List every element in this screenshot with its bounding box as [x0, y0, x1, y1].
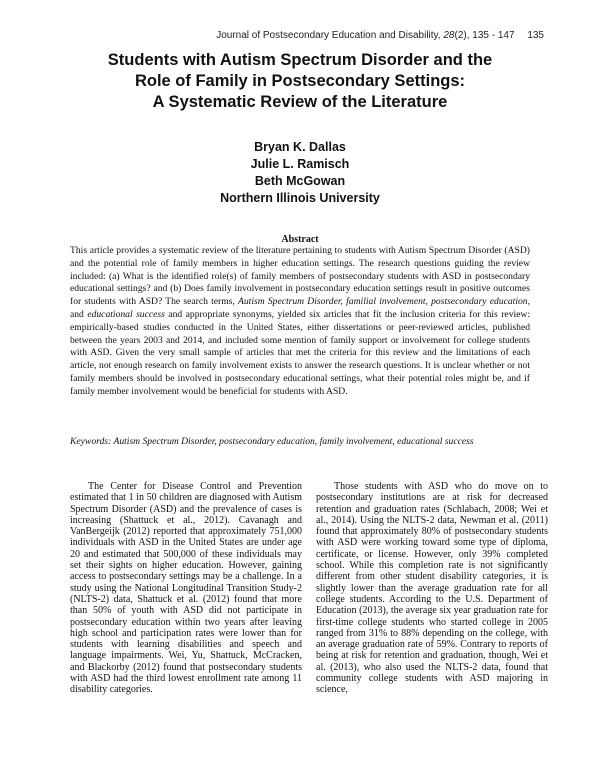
author-affiliation: Northern Illinois University	[220, 191, 380, 205]
journal-issue-pages: (2), 135 - 147	[454, 30, 515, 41]
abstract-text	[70, 245, 530, 399]
author-2: Julie L. Ramisch	[250, 157, 350, 171]
abstract-and: and	[70, 308, 84, 320]
title-line-1: Students with Autism Spectrum Disorder and the	[107, 51, 493, 69]
abstract-search-terms-1: Autism Spectrum Disorder, familial involvement, postsecondary education,	[238, 296, 530, 308]
abstract-part-2: and appropriate synonyms, yielded six articles that fit the inclusion criteria for this review: empirically-based studies conducted in the United States, either dissertations or peer-reviewed articles, published between the years 2003 and 2014, and included some mention of family support or involvement for college students with ASD. Given the very small sample of articles that met the criteria for this review and the limitations of each article, not enough research on family involvement exists to answer the research questions. It is unclear whether or not family members should be involved in postsecondary educational settings, what their potential roles might be, and if family member involvement would be beneficial for students with ASD.	[70, 308, 531, 397]
article-title	[40, 50, 560, 113]
author-1: Bryan K. Dallas	[254, 140, 346, 154]
keywords	[70, 436, 530, 449]
journal-volume: 28	[443, 30, 455, 41]
keywords-text: Autism Spectrum Disorder, postsecondary education, family involvement, educational success	[113, 436, 474, 447]
author-block	[60, 139, 540, 207]
keywords-label: Keywords:	[70, 436, 112, 447]
journal-name: Journal of Postsecondary Education and Disability,	[216, 30, 441, 41]
running-header	[70, 30, 544, 41]
body-column-right: Those students with ASD who do move on to postsecondary institutions are at risk for decreased retention and graduation rates (Schlabach, 2008; Wei et al., 2014). Using the NLTS-2 data, Newman et al. (2011) found that approximately 80% of postsecondary students with ASD were working toward some type of diploma, certificate, or license. However, only 39% completed school. While this completion rate is not significantly different from other student disability categories, it is slightly lower than the average graduation rate for all college students. According to the U.S. Department of Education (2013), the average six year graduation rate for first-time college students who started college in 2005 ranged from 31% to 88% depending on the college, with an average graduation rate of 59%. Contrary to reports of being at risk for retention and graduation, though, Wei et al. (2013), who also used the NLTS-2 data, found that community college students with ASD majoring in science,	[316, 481, 548, 696]
title-line-2: Role of Family in Postsecondary Settings:	[134, 72, 466, 90]
page-number: 135	[527, 30, 544, 41]
title-line-3: A Systematic Review of the Literature	[152, 93, 448, 111]
abstract-heading: Abstract	[281, 234, 319, 245]
body-column-left: The Center for Disease Control and Prevention estimated that 1 in 50 children are diagnosed with Autism Spectrum Disorder (ASD) and the prevalence of cases is increasing (Shattuck et al., 2012). Cavanagh and VanBergeijk (2012) reported that approximately 751,000 individuals with ASD in the United States are under age 20 and estimated that 500,000 of these individuals may set their sights on higher education. However, gaining access to postsecondary settings may be a challenge. In a study using the National Longitudinal Transition Study-2 (NLTS-2) data, Shattuck et al. (2012) found that more than 50% of youth with ASD did not participate in postsecondary education within two years after leaving high school and participation rates were lower than for students with learning disabilities and speech and language impairments. Wei, Yu, Shattuck, McCracken, and Blackorby (2012) found that postsecondary students with ASD had the third lowest enrollment rate among 11 disability categories.	[70, 481, 302, 696]
abstract-part-1: This article provides a systematic review of the literature pertaining to students with Autism Spectrum Disorder (ASD) and the potential role of family members in higher education settings. The research questions guiding the review included: (a) What is the identified role(s) of family members of postsecondary students with ASD in postsecondary educational settings? and (b) Does family involvement in postsecondary education settings result in positive outcomes for students with ASD? The search terms,	[70, 245, 530, 308]
author-3: Beth McGowan	[254, 174, 346, 188]
abstract-search-terms-2: educational success	[87, 308, 165, 320]
